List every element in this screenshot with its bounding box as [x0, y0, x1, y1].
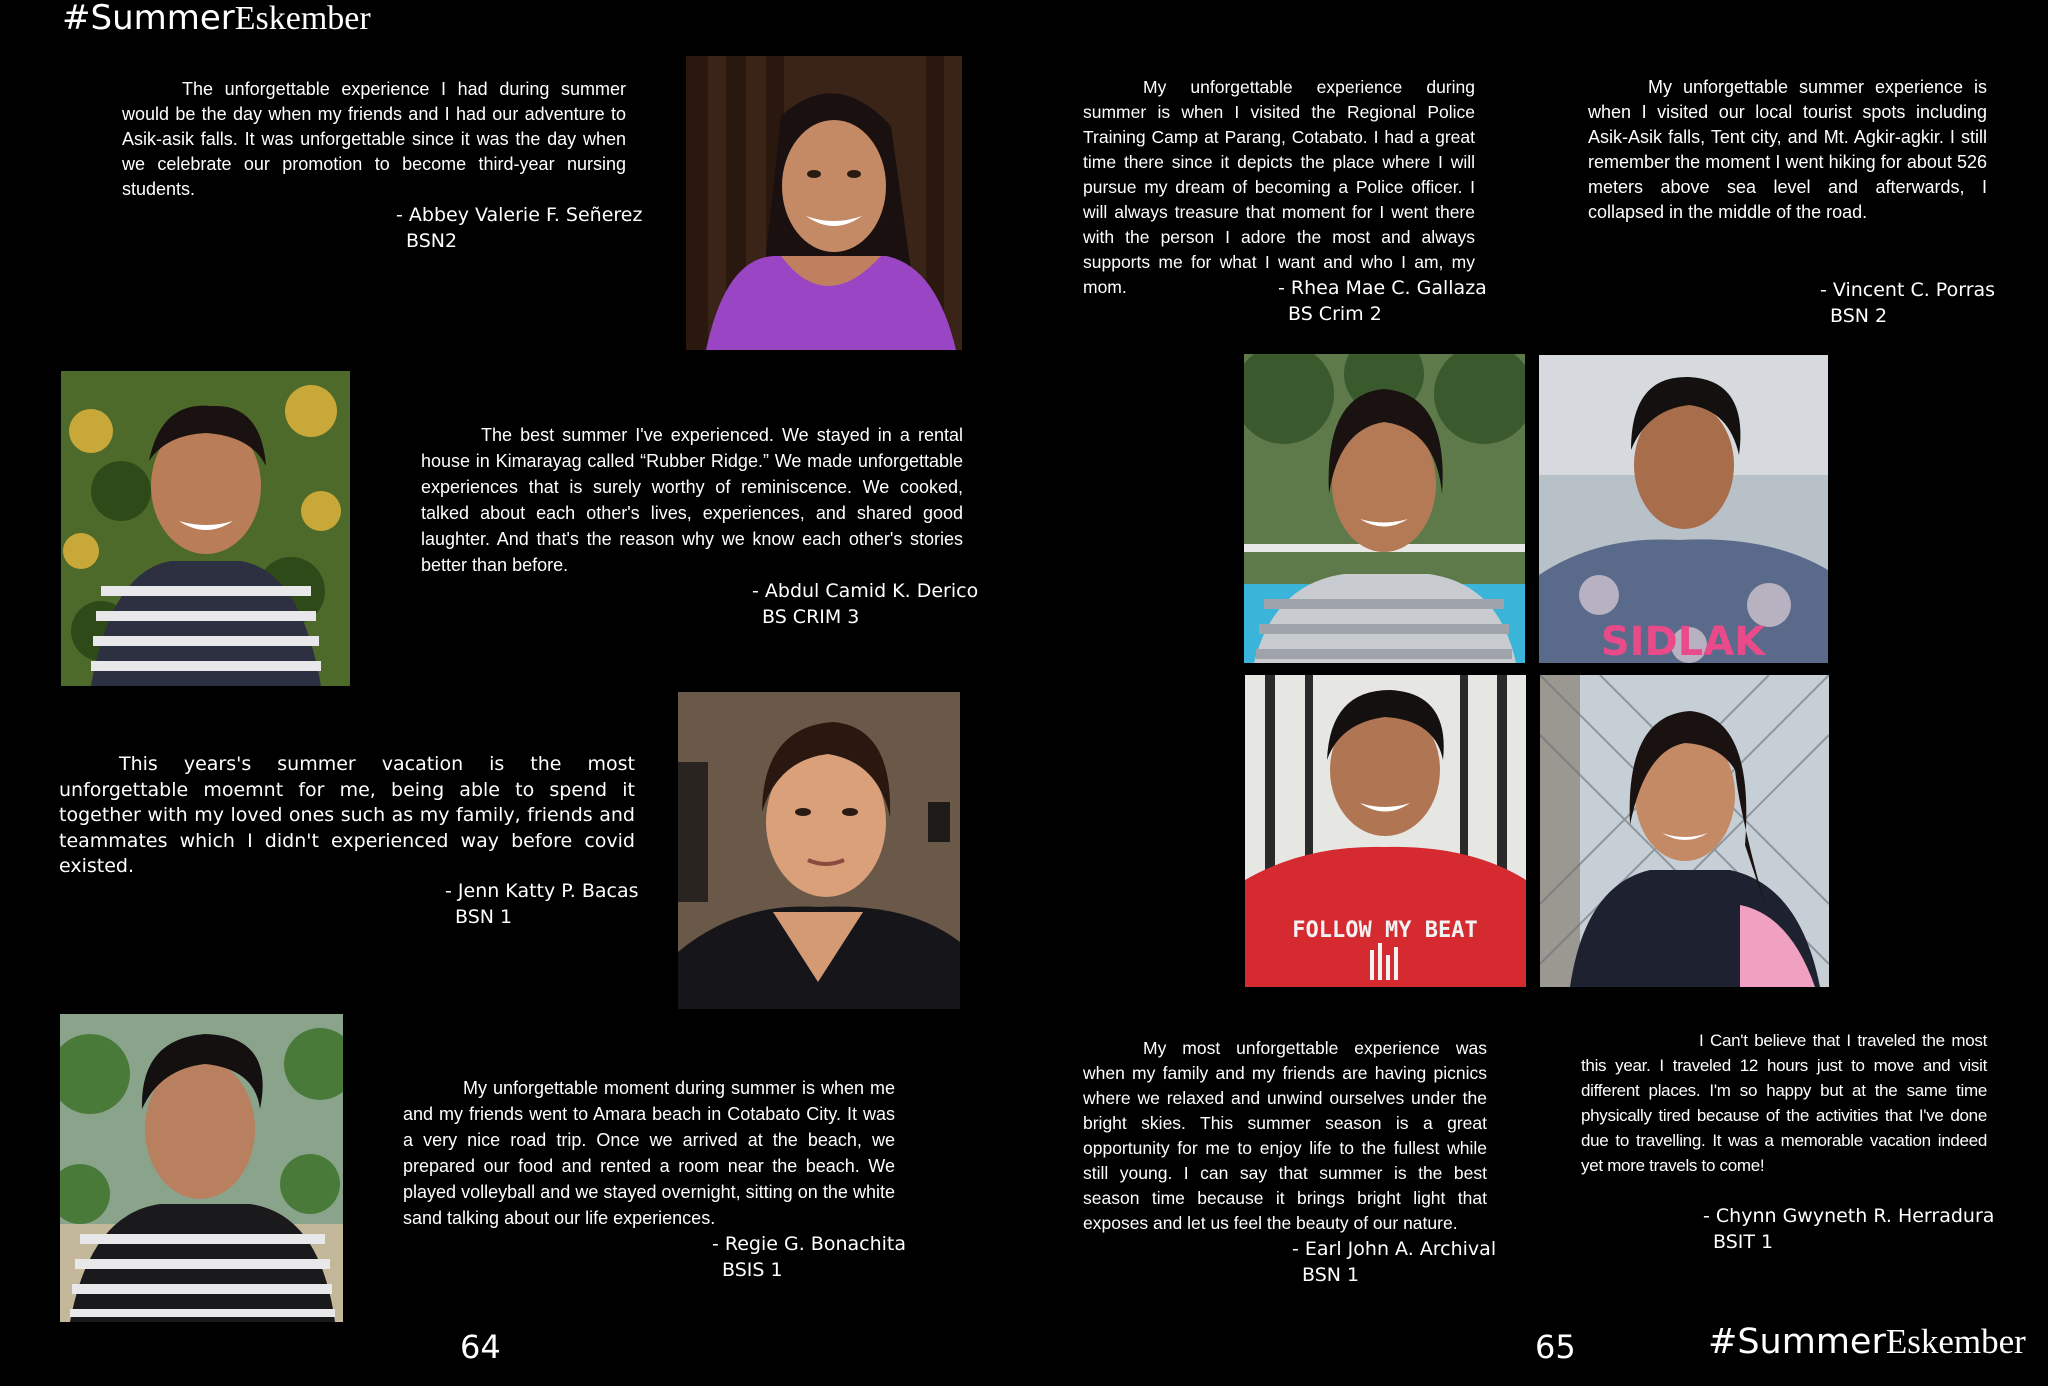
photo-earl — [1245, 675, 1526, 987]
author-chynn — [1703, 1203, 1994, 1255]
author-vincent — [1820, 277, 1995, 329]
photo-vincent — [1539, 355, 1828, 663]
author-earl-course: BSN 1 — [1302, 1264, 1360, 1286]
photo-regie — [60, 1014, 343, 1322]
author-vincent-name: - Vincent C. Porras — [1820, 279, 1996, 301]
quote-jenn: This years's summer vacation is the most unforgettable moemnt for me, being able to spend it together with my loved ones such as my family, friends and teammates which I didn't experienced way before covid existed. — [59, 753, 635, 877]
quote-abdul: The best summer I've experienced. We stayed in a rental house in Kimarayag called “Rubber Ridge.” We made unforgettable experiences that is surely worthy of reminiscence. We cooked, talked about each other's lives, experiences, and shared good laughter. And that's the reason why we know each other's stories better than before. — [421, 425, 963, 575]
quote-chynn: I Can't believe that I traveled the most this year. I traveled 12 hours just to move and visit different places. I'm so happy but at the same time physically tired because of the activities that I've done due to travelling. It was a memorable vacation indeed yet more travels to come! — [1581, 1031, 1987, 1175]
author-abdul-course: BS CRIM 3 — [762, 606, 860, 628]
vincent-shirt-text: SIDLAK — [1600, 619, 1766, 663]
author-earl-name: - Earl John A. Archival — [1292, 1238, 1497, 1260]
author-chynn-course: BSIT 1 — [1713, 1231, 1774, 1253]
author-jenn-name: - Jenn Katty P. Bacas — [445, 880, 639, 902]
author-chynn-name: - Chynn Gwyneth R. Herradura — [1703, 1205, 1995, 1227]
photo-chynn — [1540, 675, 1829, 987]
author-abbey-course: BSN2 — [406, 230, 458, 252]
quote-abbey: The unforgettable experience I had during summer would be the day when my friends and I had our adventure to Asik-asik falls. It was unforgettable since it was the day when we celebrate our promotion to become third-year nursing students. — [122, 79, 626, 199]
quote-regie: My unforgettable moment during summer is when me and my friends went to Amara beach in Cotabato City. It was a very nice road trip. Once we arrived at the beach, we prepared our food and rented a room near the beach. We played volleyball and we stayed overnight, sitting on the white sand talking about our life experiences. — [403, 1078, 895, 1228]
quote-rhea: My unforgettable experience during summer is when I visited the Regional Police Training Camp at Parang, Cotabato. I had a great time there since it depicts the place where I will pursue my dream of becoming a Police officer. I will always treasure that moment for I went there with the person I adore the most and always supports me for what I want and who I am, my mom. — [1083, 77, 1475, 297]
author-jenn — [445, 878, 639, 930]
page-number-left: 64 — [460, 1328, 501, 1366]
author-jenn-course: BSN 1 — [455, 906, 513, 928]
author-vincent-course: BSN 2 — [1830, 305, 1888, 327]
hashtag-title-left: #SummerEskember — [62, 0, 371, 38]
author-regie-course: BSIS 1 — [722, 1259, 783, 1281]
author-abbey — [396, 202, 642, 254]
author-abdul — [752, 578, 978, 630]
photo-jenn — [678, 692, 960, 1009]
author-abdul-name: - Abdul Camid K. Derico — [752, 580, 979, 602]
author-regie-name: - Regie G. Bonachita — [712, 1233, 907, 1255]
photo-abbey — [686, 56, 962, 350]
earl-shirt-text: FOLLOW MY BEAT — [1292, 918, 1478, 943]
author-rhea-name: - Rhea Mae C. Gallaza — [1278, 277, 1487, 299]
author-rhea-course: BS Crim 2 — [1288, 303, 1382, 325]
quote-earl: My most unforgettable experience was when my family and my friends are having picnics where we relaxed and unwind ourselves under the bright skies. This summer season is a great opportunity for me to enjoy life to the fullest while still young. I can say that summer is the best season time because it brings bright light that exposes and let us feel the beauty of our nature. — [1083, 1038, 1487, 1233]
hashtag-title-right: #SummerEskember — [1708, 1322, 2026, 1362]
photo-rhea — [1244, 354, 1525, 663]
page-number-right: 65 — [1535, 1328, 1576, 1366]
author-earl — [1292, 1236, 1496, 1288]
photo-abdul — [61, 371, 350, 686]
author-rhea — [1278, 275, 1487, 327]
author-abbey-name: - Abbey Valerie F. Señerez — [396, 204, 643, 226]
author-regie — [712, 1231, 906, 1283]
quote-vincent: My unforgettable summer experience is when I visited our local tourist spots including Asik-Asik falls, Tent city, and Mt. Agkir-agkir. I still remember the moment I went hiking for about 526 meters above sea level and afterwards, I collapsed in the middle of the road. — [1588, 77, 1987, 222]
